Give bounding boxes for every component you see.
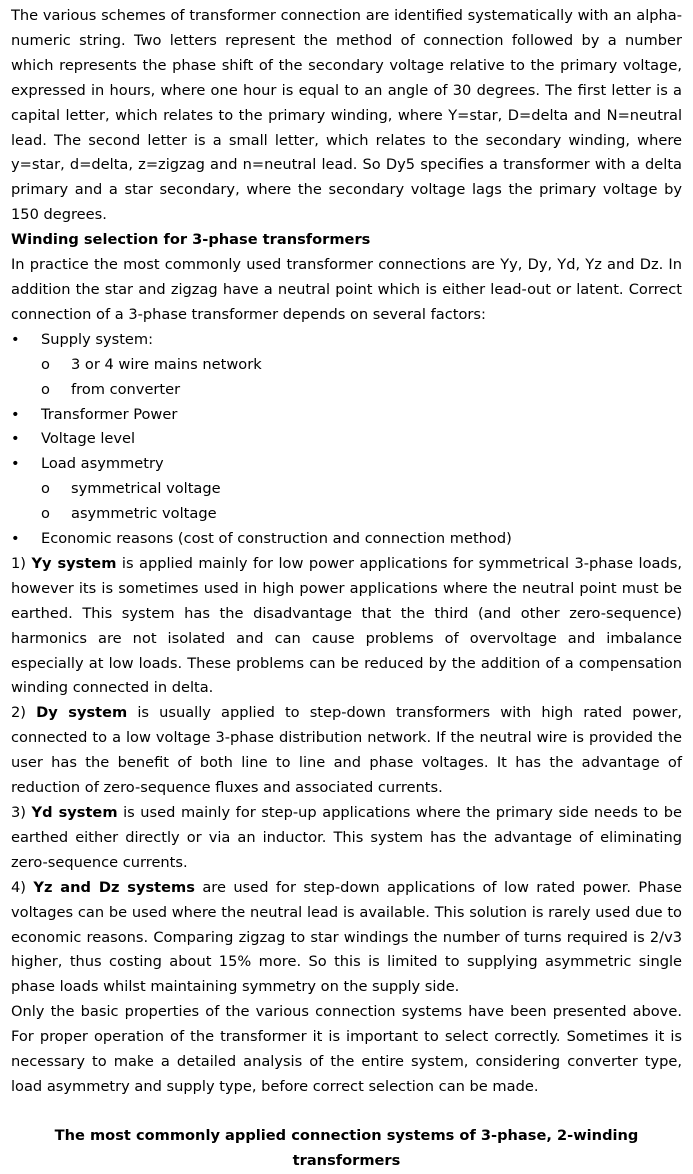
system-name: Yy system <box>31 554 117 572</box>
bullet-icon: • <box>11 330 20 348</box>
list-item-label: Load asymmetry <box>41 455 164 473</box>
list-item-label: Supply system: <box>41 330 154 348</box>
sub-list-item-label: 3 or 4 wire mains network <box>71 355 262 373</box>
system-name: Dy system <box>36 704 128 722</box>
sub-bullet-icon: o <box>41 355 50 373</box>
list-item-label: Economic reasons (cost of construction and connection method) <box>41 530 512 548</box>
factor-list <box>11 328 682 552</box>
list-item <box>11 427 682 452</box>
system-text: is applied mainly for low power applications for symmetrical 3-phase loads, however its is sometimes used in high power applications where the neutral point must be earthed. This system has the disadvantage that the third (and other zero-sequence) harmonics are not isolated and can cause problems of overvoltage and imbalance especially at low loads. These problems can be reduced by the addition of a compensation winding connected in delta. <box>11 554 682 697</box>
sub-list <box>41 477 682 527</box>
sub-list-item <box>41 502 682 527</box>
system-number: 4) <box>11 878 34 896</box>
system-text: are used for step-down applications of low rated power. Phase voltages can be used where the neutral lead is available. This solution is rarely used due to economic reasons. Comparing zigzag to star windings the number of turns required is 2/v3 higher, thus costing about 15% more. So this is limited to supplying asymmetric single phase loads whilst maintaining symmetry on the supply side. <box>11 878 682 996</box>
list-item <box>11 403 682 428</box>
sub-bullet-icon: o <box>41 380 50 398</box>
list-item <box>11 527 682 552</box>
sub-list-item-label: symmetrical voltage <box>71 480 221 498</box>
system-name: Yz and Dz systems <box>33 878 195 896</box>
list-item <box>11 328 682 403</box>
sub-bullet-icon: o <box>41 480 50 498</box>
sub-list-item <box>41 353 682 378</box>
list-item <box>11 452 682 527</box>
sub-list-item <box>41 378 682 403</box>
sub-list-item <box>41 477 682 502</box>
system-text: is usually applied to step-down transformers with high rated power, connected to a low voltage 3-phase distribution network. If the neutral wire is provided the user has the benefit of both line to line and phase voltages. It has the advantage of reduction of zero-sequence fluxes and associated currents. <box>11 704 683 797</box>
system-text: is used mainly for step-up applications where the primary side needs to be earthed either directly or via an inductor. This system has the advantage of eliminating zero-sequence currents. <box>11 804 682 871</box>
system-paragraph-yd <box>11 801 682 876</box>
bullet-icon: • <box>11 430 20 448</box>
system-paragraph-yy <box>11 552 682 701</box>
list-item-label: Voltage level <box>41 430 136 448</box>
bullet-icon: • <box>11 455 20 473</box>
sub-list <box>41 353 682 403</box>
sub-list-item-label: asymmetric voltage <box>71 505 217 523</box>
system-number: 3) <box>11 804 32 821</box>
bullet-icon: • <box>11 530 20 548</box>
closing-paragraph: Only the basic properties of the various connection systems have been presented above. For proper operation of the transformer it is important to select correctly. Sometimes it is necessary to make a detailed analysis of the entire system, considering converter type, load asymmetry and supply type, before correct selection can be made. <box>11 1003 682 1095</box>
intro-paragraph: The various schemes of transformer connection are identified systematically with an alpha-numeric string. Two letters represent the method of connection followed by a number which represents the phase shift of the secondary voltage relative to the primary voltage, expressed in hours, where one hour is equal to an angle of 30 degrees. The first letter is a capital letter, which relates to the primary winding, where Y=star, D=delta and N=neutral lead. The second letter is a small letter, which relates to the secondary winding, where y=star, d=delta, z=zigzag and n=neutral lead. So Dy5 specifies a transformer with a delta primary and a star secondary, where the secondary voltage lags the primary voltage by 150 degrees. <box>11 7 682 224</box>
bullet-icon: • <box>11 405 20 423</box>
table-caption: The most commonly applied connection systems of 3-phase, 2-winding transformers <box>54 1126 639 1169</box>
system-paragraph-dy <box>11 701 682 801</box>
system-number: 1) <box>11 554 32 572</box>
system-number: 2) <box>11 704 37 722</box>
list-item-label: Transformer Power <box>41 405 178 423</box>
system-paragraph-yz-dz <box>11 876 682 1001</box>
practice-paragraph: In practice the most commonly used transformer connections are Yy, Dy, Yd, Yz and Dz. In addition the star and zigzag have a neutral point which is either lead-out or latent. Correct connection of a 3-phase transformer depends on several factors: <box>11 256 682 323</box>
section-heading: Winding selection for 3-phase transformers <box>11 231 371 249</box>
system-name: Yd system <box>31 804 118 821</box>
sub-list-item-label: from converter <box>71 380 181 398</box>
sub-bullet-icon: o <box>41 505 50 523</box>
